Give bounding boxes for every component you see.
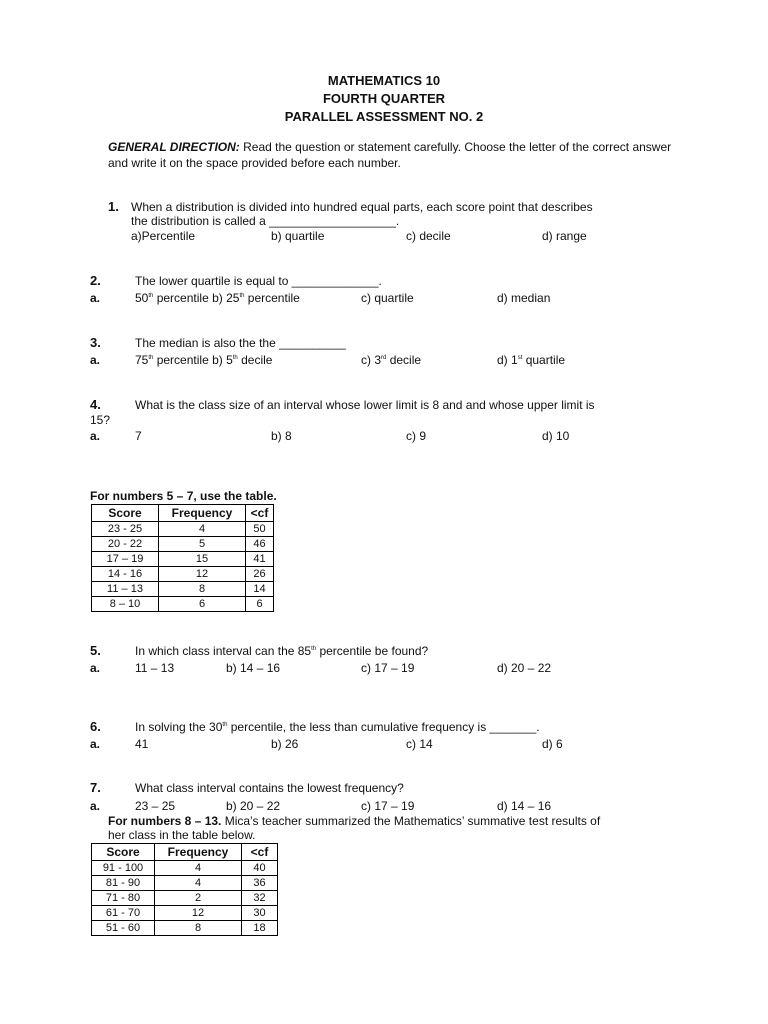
q3-number: 3.: [90, 335, 101, 350]
q6-letter: a.: [90, 737, 101, 751]
table-row: [92, 567, 274, 582]
table-cell: 14: [246, 582, 274, 597]
table-cell: 11 – 13: [92, 582, 159, 597]
table-cell: 15: [159, 552, 246, 567]
q2-option-c: c) quartile: [361, 291, 414, 305]
table-cell: 12: [159, 567, 246, 582]
q1-number: 1.: [108, 199, 119, 214]
table-cell: 17 – 19: [92, 552, 159, 567]
table-row: [92, 597, 274, 612]
q5-letter: a.: [90, 661, 101, 675]
table-header-cell: Score: [92, 844, 155, 861]
q7-text: What class interval contains the lowest frequency?: [135, 781, 404, 795]
table-header-cell: Frequency: [155, 844, 242, 861]
table-cell: 46: [246, 537, 274, 552]
q4-option-d: d) 10: [542, 429, 570, 443]
table-cell: 61 - 70: [92, 906, 155, 921]
q1-text: When a distribution is divided into hundred equal parts, each score point that describes: [131, 200, 593, 214]
q7-number: 7.: [90, 780, 101, 795]
q6-text: In solving the 30th percentile, the less than cumulative frequency is _______.: [135, 720, 540, 734]
frequency-table-2: [91, 843, 278, 936]
q5-option-d: d) 20 – 22: [497, 661, 552, 675]
table-cell: 2: [155, 891, 242, 906]
table-row: [92, 906, 278, 921]
q7-option-b: b) 20 – 22: [226, 799, 281, 813]
table-cell: 40: [242, 861, 278, 876]
table-cell: 8: [155, 921, 242, 936]
table-row: [92, 861, 278, 876]
q1-option-b: b) quartile: [271, 229, 325, 243]
table-cell: 81 - 90: [92, 876, 155, 891]
doc-title: MATHEMATICS 10: [327, 73, 441, 88]
table2-intro: For numbers 8 – 13. Mica’s teacher summarized the Mathematics’ summative test results of: [108, 814, 601, 828]
q4-option-a: 7: [135, 429, 142, 443]
table-row: [92, 891, 278, 906]
q4-number: 4.: [90, 397, 101, 412]
q5-option-b: b) 14 – 16: [226, 661, 281, 675]
table-cell: 30: [242, 906, 278, 921]
q2-options-ab: 50th percentile b) 25th percentile: [135, 291, 300, 305]
table-header-cell: <cf: [246, 505, 274, 522]
table-cell: 51 - 60: [92, 921, 155, 936]
table-cell: 20 - 22: [92, 537, 159, 552]
q2-number: 2.: [90, 273, 101, 288]
q2-option-d: d) median: [497, 291, 551, 305]
q4-text: What is the class size of an interval whose lower limit is 8 and and whose upper limit is: [135, 398, 595, 412]
table-row: [92, 537, 274, 552]
table-header-cell: <cf: [242, 844, 278, 861]
table2-intro-line2: her class in the table below.: [108, 828, 256, 842]
q4-option-b: b) 8: [271, 429, 292, 443]
table1-intro: For numbers 5 – 7, use the table.: [90, 489, 277, 503]
table-cell: 18: [242, 921, 278, 936]
q4-text-line2: 15?: [90, 413, 111, 427]
table-cell: 23 - 25: [92, 522, 159, 537]
q2-letter: a.: [90, 291, 101, 305]
table-cell: 14 - 16: [92, 567, 159, 582]
doc-subtitle-assessment: PARALLEL ASSESSMENT NO. 2: [284, 109, 484, 124]
q3-options-ab: 75th percentile b) 5th decile: [135, 353, 273, 367]
table-row: [92, 876, 278, 891]
q1-option-a: a)Percentile: [131, 229, 196, 243]
direction-text: Read the question or statement carefully. Choose the letter of the correct answer and write it on the space provided before each number.: [108, 140, 672, 170]
q3-option-d: d) 1st quartile: [497, 353, 566, 367]
q3-option-c: c) 3rd decile: [361, 353, 422, 367]
q3-letter: a.: [90, 353, 101, 367]
q7-option-d: d) 14 – 16: [497, 799, 552, 813]
table-row: [92, 522, 274, 537]
table-cell: 41: [246, 552, 274, 567]
table-cell: 91 - 100: [92, 861, 155, 876]
q4-option-c: c) 9: [406, 429, 427, 443]
table-header-cell: Frequency: [159, 505, 246, 522]
q3-text: The median is also the the __________: [135, 336, 346, 350]
table-cell: 8: [159, 582, 246, 597]
q6-option-b: b) 26: [271, 737, 299, 751]
q5-text: In which class interval can the 85th percentile be found?: [135, 644, 429, 658]
table-row: [92, 921, 278, 936]
table-cell: 4: [155, 876, 242, 891]
q4-letter: a.: [90, 429, 101, 443]
table-header-row: [92, 844, 278, 861]
table-cell: 71 - 80: [92, 891, 155, 906]
table-cell: 8 – 10: [92, 597, 159, 612]
q1-text-line2: the distribution is called a ___________________.: [131, 214, 400, 228]
q6-number: 6.: [90, 719, 101, 734]
q6-option-a: 41: [135, 737, 149, 751]
q1-option-c: c) decile: [406, 229, 451, 243]
q2-text: The lower quartile is equal to _____________.: [135, 274, 382, 288]
table-cell: 4: [159, 522, 246, 537]
table-row: [92, 552, 274, 567]
direction-lead: GENERAL DIRECTION:: [108, 140, 240, 154]
table-cell: 5: [159, 537, 246, 552]
q6-option-c: c) 14: [406, 737, 433, 751]
general-direction: [108, 139, 678, 171]
q7-letter: a.: [90, 799, 101, 813]
table-header-cell: Score: [92, 505, 159, 522]
doc-subtitle-quarter: FOURTH QUARTER: [322, 91, 446, 106]
table-cell: 50: [246, 522, 274, 537]
q6-option-d: d) 6: [542, 737, 563, 751]
table-cell: 6: [246, 597, 274, 612]
q5-option-a: 11 – 13: [135, 661, 175, 675]
table-row: [92, 582, 274, 597]
table-cell: 32: [242, 891, 278, 906]
table-cell: 4: [155, 861, 242, 876]
q7-option-a: 23 – 25: [135, 799, 176, 813]
table-cell: 6: [159, 597, 246, 612]
q5-option-c: c) 17 – 19: [361, 661, 415, 675]
q7-option-c: c) 17 – 19: [361, 799, 415, 813]
q1-option-d: d) range: [542, 229, 587, 243]
q5-number: 5.: [90, 643, 101, 658]
frequency-table-1: [91, 504, 274, 612]
table-header-row: [92, 505, 274, 522]
table-cell: 12: [155, 906, 242, 921]
table-cell: 36: [242, 876, 278, 891]
table-cell: 26: [246, 567, 274, 582]
